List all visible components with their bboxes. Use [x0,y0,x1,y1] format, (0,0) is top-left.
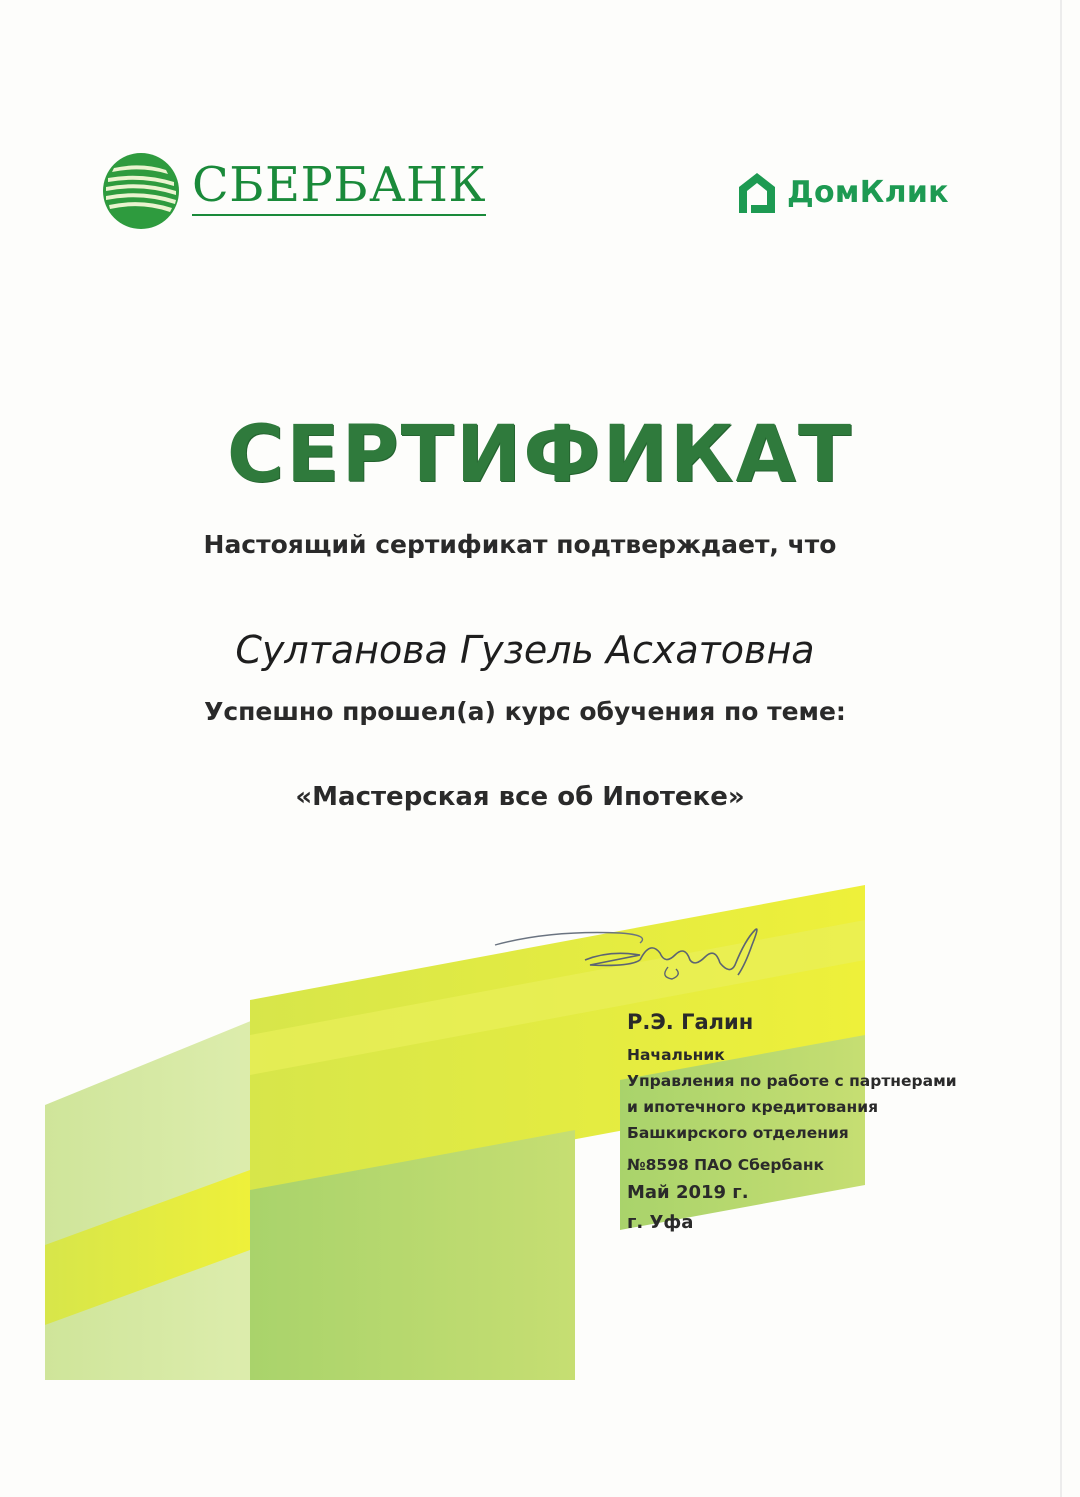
sberbank-emblem-icon [100,150,182,232]
certificate-title: СЕРТИФИКАТ [226,410,854,500]
sberbank-logo [100,150,486,240]
certificate-intro: Настоящий сертификат подтверждает, что [203,530,837,559]
signer-name: Р.Э. Галин [627,1010,754,1034]
completion-statement: Успешно прошел(а) курс обучения по теме: [204,697,846,726]
signer-organization: №8598 ПАО Сбербанк [627,1156,825,1174]
domclick-logo [735,165,975,225]
recipient-name: Султанова Гузель Асхатовна [235,628,815,672]
signer-block [627,1010,1027,1238]
signer-position-line: и ипотечного кредитования [627,1098,879,1116]
sberbank-wordmark: СБЕРБАНК [192,158,486,216]
signer-position-line: Управления по работе с партнерами [627,1072,957,1090]
course-title: «Мастерская все об Ипотеке» [295,782,745,812]
certificate-date: Май 2019 г. [627,1182,749,1203]
house-icon [735,169,779,217]
certificate-city: г. Уфа [627,1212,694,1233]
handwritten-signature [490,905,780,1005]
signer-position-line: Начальник [627,1046,725,1064]
signer-position-line: Башкирского отделения [627,1124,849,1142]
domclick-wordmark: ДомКлик [787,175,949,210]
